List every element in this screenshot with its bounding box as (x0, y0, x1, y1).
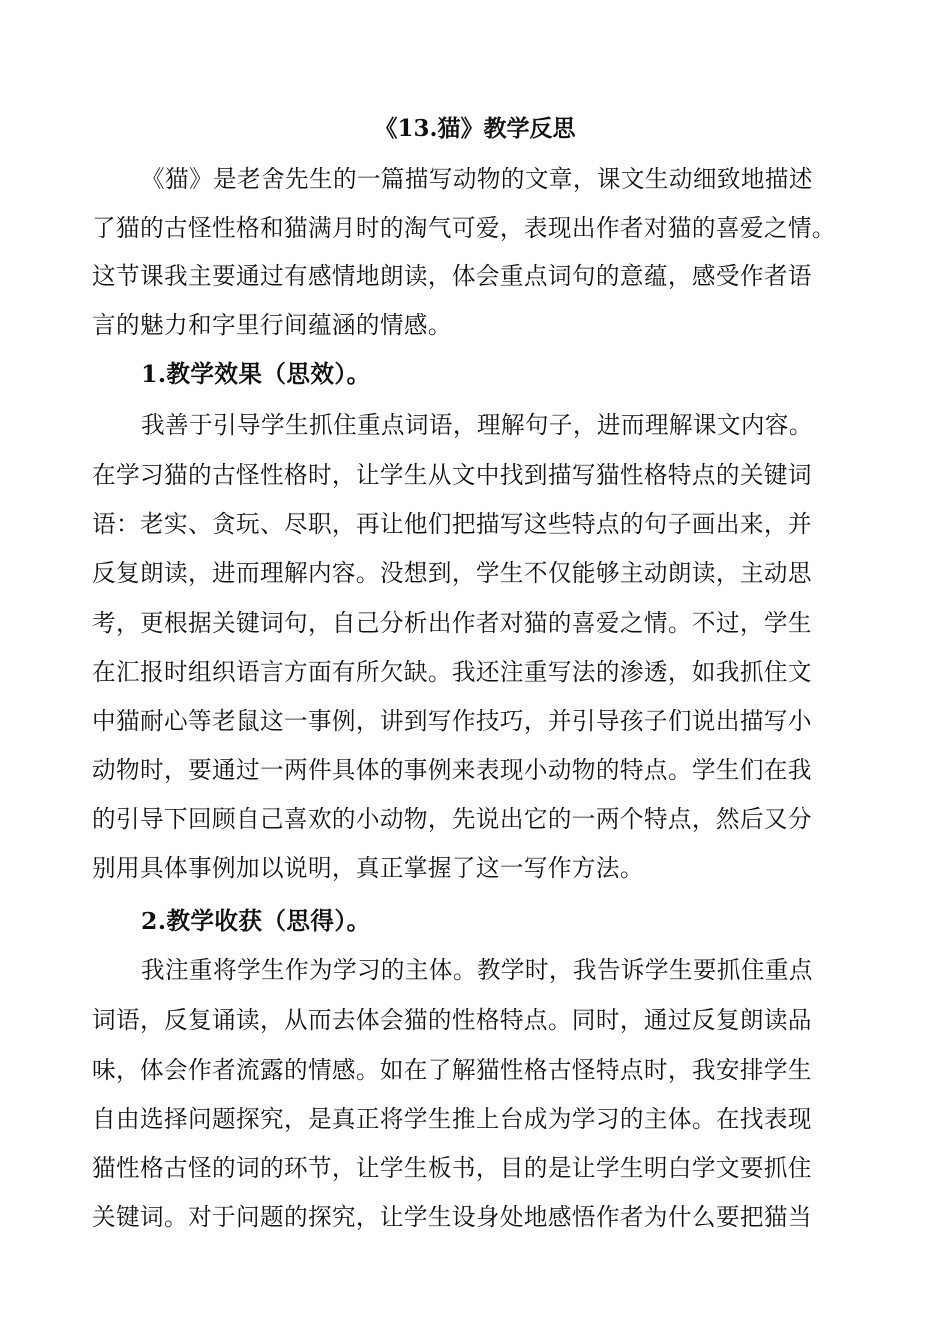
paragraph-gain-line: 关键词。对于问题的探究，让学生设身处地感悟作者为什么要把猫当 (92, 1203, 812, 1231)
paragraph-gain-line: 猫性格古怪的词的环节，让学生板书，目的是让学生明白学文要抓住 (92, 1154, 812, 1182)
paragraph-effect-line: 在汇报时组织语言方面有所欠缺。我还注重写法的渗透，如我抓住文 (92, 658, 812, 686)
paragraph-intro-line: 《猫》是老舍先生的一篇描写动物的文章，课文生动细致地描述 (141, 165, 813, 193)
paragraph-intro-line: 言的魅力和字里行间蕴涵的情感。 (92, 311, 452, 339)
paragraph-effect-line: 考，更根据关键词句，自己分析出作者对猫的喜爱之情。不过，学生 (92, 609, 812, 637)
paragraph-effect-line: 我善于引导学生抓住重点词语，理解句子，进而理解课文内容。 (141, 411, 813, 439)
paragraph-effect-line: 中猫耐心等老鼠这一事例，讲到写作技巧，并引导孩子们说出描写小 (92, 707, 812, 735)
paragraph-effect-line: 语：老实、贪玩、尽职，再让他们把描写这些特点的句子画出来，并 (92, 510, 812, 538)
paragraph-effect-line: 的引导下回顾自己喜欢的小动物，先说出它的一两个特点，然后又分 (92, 805, 812, 833)
paragraph-gain-line: 味，体会作者流露的情感。如在了解猫性格古怪特点时，我安排学生 (92, 1056, 812, 1084)
paragraph-effect-line: 别用具体事例加以说明，真正掌握了这一写作方法。 (92, 854, 644, 882)
paragraph-gain-line: 我注重将学生作为学习的主体。教学时，我告诉学生要抓住重点 (141, 956, 813, 984)
paragraph-intro-line: 了猫的古怪性格和猫满月时的淘气可爱，表现出作者对猫的喜爱之情。 (92, 214, 836, 242)
document-title: 《13.猫》教学反思 (374, 115, 576, 142)
paragraph-intro-line: 这节课我主要通过有感情地朗读，体会重点词句的意蕴，感受作者语 (92, 262, 812, 290)
paragraph-gain-line: 词语，反复诵读，从而去体会猫的性格特点。同时，通过反复朗读品 (92, 1006, 812, 1034)
section-heading-2: 2.教学收获（思得）。 (141, 907, 371, 935)
paragraph-effect-line: 反复朗读，进而理解内容。没想到，学生不仅能够主动朗读，主动思 (92, 559, 812, 587)
paragraph-gain-line: 自由选择问题探究，是真正将学生推上台成为学习的主体。在找表现 (92, 1105, 812, 1133)
paragraph-effect-line: 在学习猫的古怪性格时，让学生从文中找到描写猫性格特点的关键词 (92, 461, 812, 489)
section-heading-1: 1.教学效果（思效）。 (141, 360, 371, 388)
paragraph-effect-line: 动物时，要通过一两件具体的事例来表现小动物的特点。学生们在我 (92, 756, 812, 784)
